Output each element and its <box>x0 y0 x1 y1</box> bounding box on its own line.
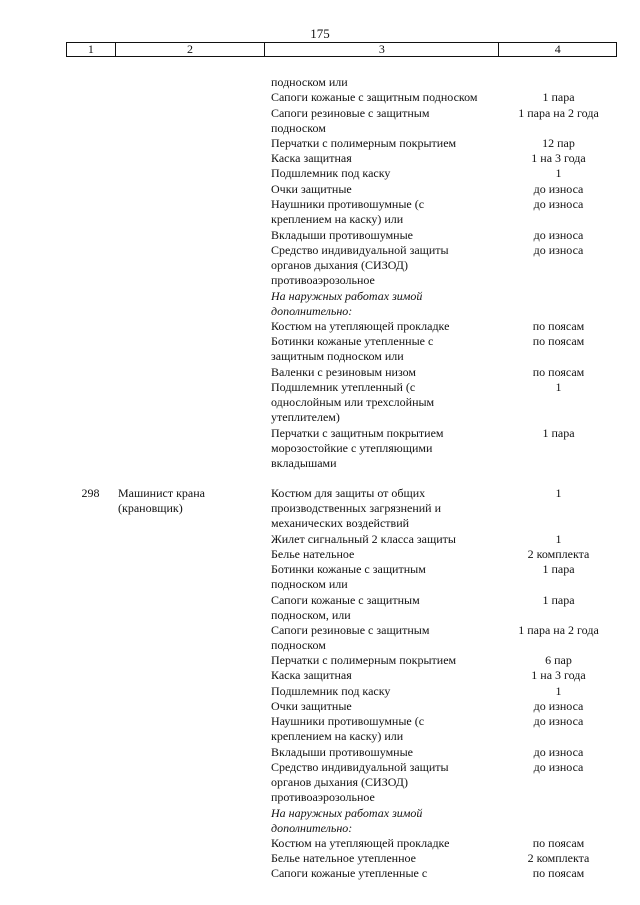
issue-norm: 1 <box>555 380 562 394</box>
ppe-item: Белье нательное утепленное <box>271 851 416 865</box>
issue-norm: 1 <box>555 684 562 698</box>
profession-name: Машинист крана (крановщик) <box>118 486 205 516</box>
issue-norm: по поясам <box>532 866 585 880</box>
ppe-item: Белье нательное <box>271 547 355 561</box>
ppe-item: Каска защитная <box>271 151 352 165</box>
ppe-item: Сапоги кожаные с защитным подноском <box>271 90 478 104</box>
issue-norm: 1 пара на 2 года <box>518 623 599 637</box>
ppe-item: Сапоги резиновые с защитным подноском <box>271 623 430 653</box>
ppe-item: Наушники противошумные (с креплением на каску) или <box>271 197 425 227</box>
issue-norm: 1 <box>555 486 562 500</box>
ppe-item: Каска защитная <box>271 668 352 682</box>
ppe-item: Перчатки с полимерным покрытием <box>271 653 457 667</box>
issue-norm: до износа <box>533 714 584 728</box>
ppe-item: Костюм на утепляющей прокладке <box>271 836 450 850</box>
issue-norm: 1 пара <box>542 562 575 576</box>
ppe-item: На наружных работах зимой дополнительно: <box>271 806 423 836</box>
ppe-item: Перчатки с полимерным покрытием <box>271 136 457 150</box>
ppe-item: Наушники противошумные (с креплением на каску) или <box>271 714 425 744</box>
issue-norm: 2 комплекта <box>527 547 590 561</box>
issue-norm: до износа <box>533 182 584 196</box>
issue-norm: 1 на 3 года <box>531 151 586 165</box>
issue-norm: до износа <box>533 699 584 713</box>
ppe-item: подноском или <box>271 75 348 89</box>
issue-norm: до износа <box>533 745 584 759</box>
issue-norm: по поясам <box>532 334 585 348</box>
ppe-item: Сапоги кожаные утепленные с <box>271 866 428 880</box>
ppe-item: Жилет сигнальный 2 класса защиты <box>271 532 456 546</box>
issue-norm: 2 комплекта <box>527 851 590 865</box>
entry-number: 298 <box>81 486 100 500</box>
issue-norm: 12 пар <box>542 136 575 150</box>
ppe-item: Сапоги резиновые с защитным подноском <box>271 106 430 136</box>
ppe-item: Подшлемник под каску <box>271 166 391 180</box>
header-col-1: 1 <box>67 43 116 56</box>
header-col-4: 4 <box>554 42 561 56</box>
issue-norm: по поясам <box>532 319 585 333</box>
ppe-item: Перчатки с защитным покрытием морозостойкие с утепляющими вкладышами <box>271 426 444 471</box>
ppe-item: Средство индивидуальной защиты органов дыхания (СИЗОД) противоаэрозольное <box>271 243 449 288</box>
ppe-item: Ботинки кожаные утепленные с защитным подноском или <box>271 334 434 364</box>
ppe-item: Очки защитные <box>271 182 352 196</box>
table-header <box>66 42 617 57</box>
ppe-item: Очки защитные <box>271 699 352 713</box>
issue-norm: 1 пара на 2 года <box>518 106 599 120</box>
ppe-item: На наружных работах зимой дополнительно: <box>271 289 423 319</box>
header-col-2: 2 <box>116 43 265 56</box>
ppe-item: Подшлемник утепленный (с однослойным или трехслойным утеплителем) <box>271 380 435 425</box>
issue-norm: до износа <box>533 197 584 211</box>
issue-norm: по поясам <box>532 365 585 379</box>
issue-norm: до износа <box>533 228 584 242</box>
issue-norm: 1 <box>555 166 562 180</box>
issue-norm: 1 пара <box>542 90 575 104</box>
ppe-item: Подшлемник под каску <box>271 684 391 698</box>
page-number: 175 <box>310 26 330 41</box>
issue-norm: 6 пар <box>545 653 572 667</box>
ppe-item: Сапоги кожаные с защитным подноском, или <box>271 593 420 623</box>
ppe-item: Ботинки кожаные с защитным подноском или <box>271 562 426 592</box>
ppe-item: Вкладыши противошумные <box>271 228 413 242</box>
issue-norm: по поясам <box>532 836 585 850</box>
issue-norm: до износа <box>533 243 584 257</box>
ppe-item: Костюм для защиты от общих производственных загрязнений и механических воздействий <box>271 486 442 531</box>
issue-norm: до износа <box>533 760 584 774</box>
ppe-item: Валенки с резиновым низом <box>271 365 417 379</box>
issue-norm: 1 на 3 года <box>531 668 586 682</box>
ppe-item: Вкладыши противошумные <box>271 745 413 759</box>
ppe-item: Костюм на утепляющей прокладке <box>271 319 450 333</box>
issue-norm: 1 пара <box>542 593 575 607</box>
header-col-3: 3 <box>265 43 499 56</box>
issue-norm: 1 <box>555 532 562 546</box>
ppe-item: Средство индивидуальной защиты органов дыхания (СИЗОД) противоаэрозольное <box>271 760 449 805</box>
issue-norm: 1 пара <box>542 426 575 440</box>
